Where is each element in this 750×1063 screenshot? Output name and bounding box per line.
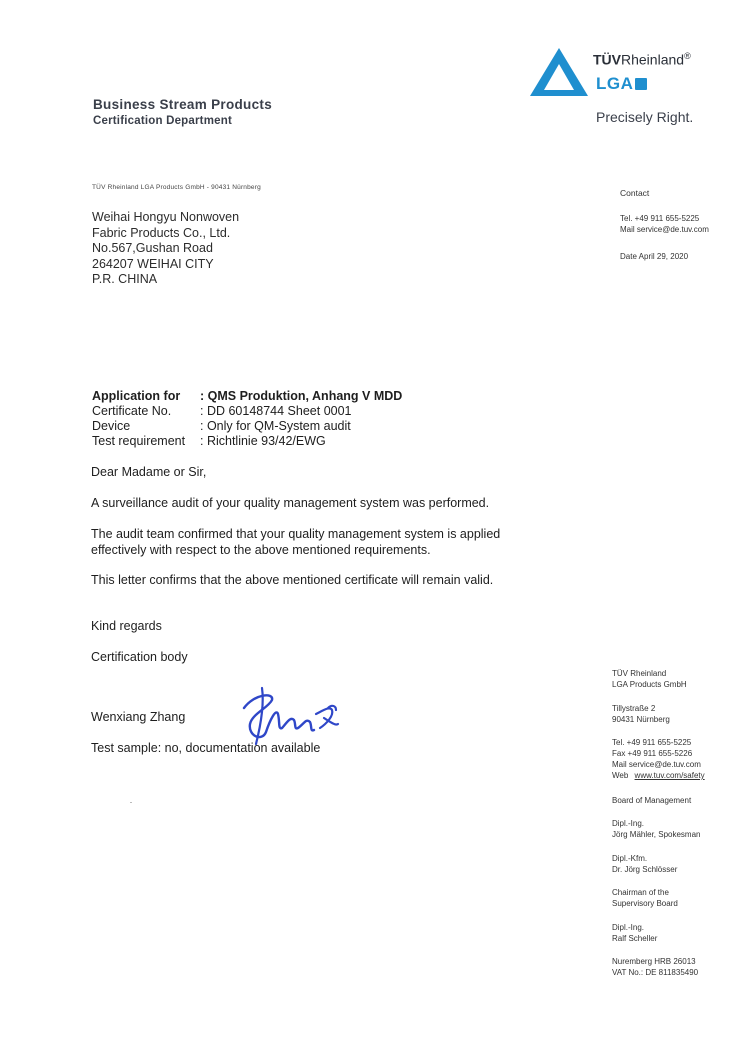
letter-date: Date April 29, 2020 (620, 252, 689, 261)
company-mail: Mail service@de.tuv.com (612, 760, 701, 769)
sender-line: TÜV Rheinland LGA Products GmbH - 90431 Nürnberg (92, 184, 261, 191)
company-address (612, 703, 670, 725)
certificate-details (92, 389, 402, 449)
board-member-name: Jörg Mähler, Spokesman (612, 830, 701, 839)
board-member-degree: Dipl.-Kfm. (612, 854, 648, 863)
board-member-name: Dr. Jörg Schlösser (612, 865, 678, 874)
contact-title: Contact (620, 188, 650, 198)
supervisory-chair (612, 887, 678, 909)
company-tel: Tel. +49 911 655-5225 (612, 738, 692, 747)
chair-title-line2: Supervisory Board (612, 899, 678, 908)
detail-value: : Richtlinie 93/42/EWG (200, 434, 326, 448)
certification-department: Certification Department (93, 115, 232, 127)
signer-name: Wenxiang Zhang (91, 710, 186, 724)
board-member-1 (612, 818, 701, 840)
test-sample-note: Test sample: no, documentation available (91, 741, 321, 755)
chair-name: Ralf Scheller (612, 934, 658, 943)
company-name-line2: LGA Products GmbH (612, 680, 687, 689)
tuv-logo (528, 46, 718, 106)
company-web-row (612, 770, 705, 781)
detail-key: Test requirement (92, 434, 186, 448)
web-link[interactable]: www.tuv.com/safety (634, 771, 705, 780)
paragraph-2: The audit team confirmed that your quality management system is applied effectively with respect to the above mentioned requirements. (91, 527, 501, 557)
detail-row (92, 434, 402, 449)
detail-value: : QMS Produktion, Anhang V MDD (200, 389, 403, 403)
recipient-line: No.567,Gushan Road (92, 241, 213, 255)
hrb-number: Nuremberg HRB 26013 (612, 957, 696, 966)
chair-person (612, 922, 657, 944)
detail-row (92, 389, 402, 404)
contact-mail: Mail service@de.tuv.com (620, 225, 709, 234)
company-street: Tillystraße 2 (612, 704, 656, 713)
logo-brand: TÜVRheinland® (593, 51, 691, 68)
detail-key: Application for (92, 389, 181, 403)
detail-value: : DD 60148744 Sheet 0001 (200, 404, 352, 418)
logo-lga: LGA (596, 74, 647, 94)
handwritten-signature (232, 684, 342, 750)
detail-row (92, 419, 402, 434)
tagline: Precisely Right. (596, 109, 694, 125)
certification-body: Certification body (91, 650, 188, 664)
board-member-degree: Dipl.-Ing. (612, 819, 645, 828)
kind-regards: Kind regards (91, 619, 162, 633)
company-fax: Fax +49 911 655-5226 (612, 749, 693, 758)
recipient-line: Fabric Products Co., Ltd. (92, 225, 231, 240)
recipient-line: 264207 WEIHAI CITY (92, 256, 214, 271)
lga-square-icon (635, 78, 647, 90)
chair-degree: Dipl.-Ing. (612, 923, 645, 932)
recipient-line: Weihai Hongyu Nonwoven (92, 210, 240, 224)
company-name-line1: TÜV Rheinland (612, 669, 667, 678)
triangle-logo-icon (528, 46, 590, 98)
company-city: 90431 Nürnberg (612, 715, 670, 724)
detail-value: : Only for QM-System audit (200, 419, 351, 433)
vat-number: VAT No.: DE 811835490 (612, 968, 699, 977)
board-member-2 (612, 853, 677, 875)
recipient-address (92, 210, 239, 288)
speck (130, 802, 132, 803)
registration-info (612, 956, 698, 978)
detail-row (92, 404, 402, 419)
recipient-line: P.R. CHINA (92, 272, 158, 286)
contact-block (620, 188, 709, 262)
company-name (612, 668, 687, 690)
chair-title-line1: Chairman of the (612, 888, 669, 897)
board-title: Board of Management (612, 796, 692, 805)
department-header (93, 97, 272, 127)
paragraph-1: A surveillance audit of your quality management system was performed. (91, 496, 490, 510)
business-stream: Business Stream Products (93, 97, 273, 112)
paragraph-3: This letter confirms that the above mentioned certificate will remain valid. (91, 573, 494, 587)
detail-key: Certificate No. (92, 404, 172, 418)
salutation: Dear Madame or Sir, (91, 465, 207, 479)
company-contacts (612, 737, 705, 781)
contact-tel: Tel. +49 911 655-5225 (620, 214, 700, 223)
web-label: Web (612, 771, 629, 780)
detail-key: Device (92, 419, 131, 433)
